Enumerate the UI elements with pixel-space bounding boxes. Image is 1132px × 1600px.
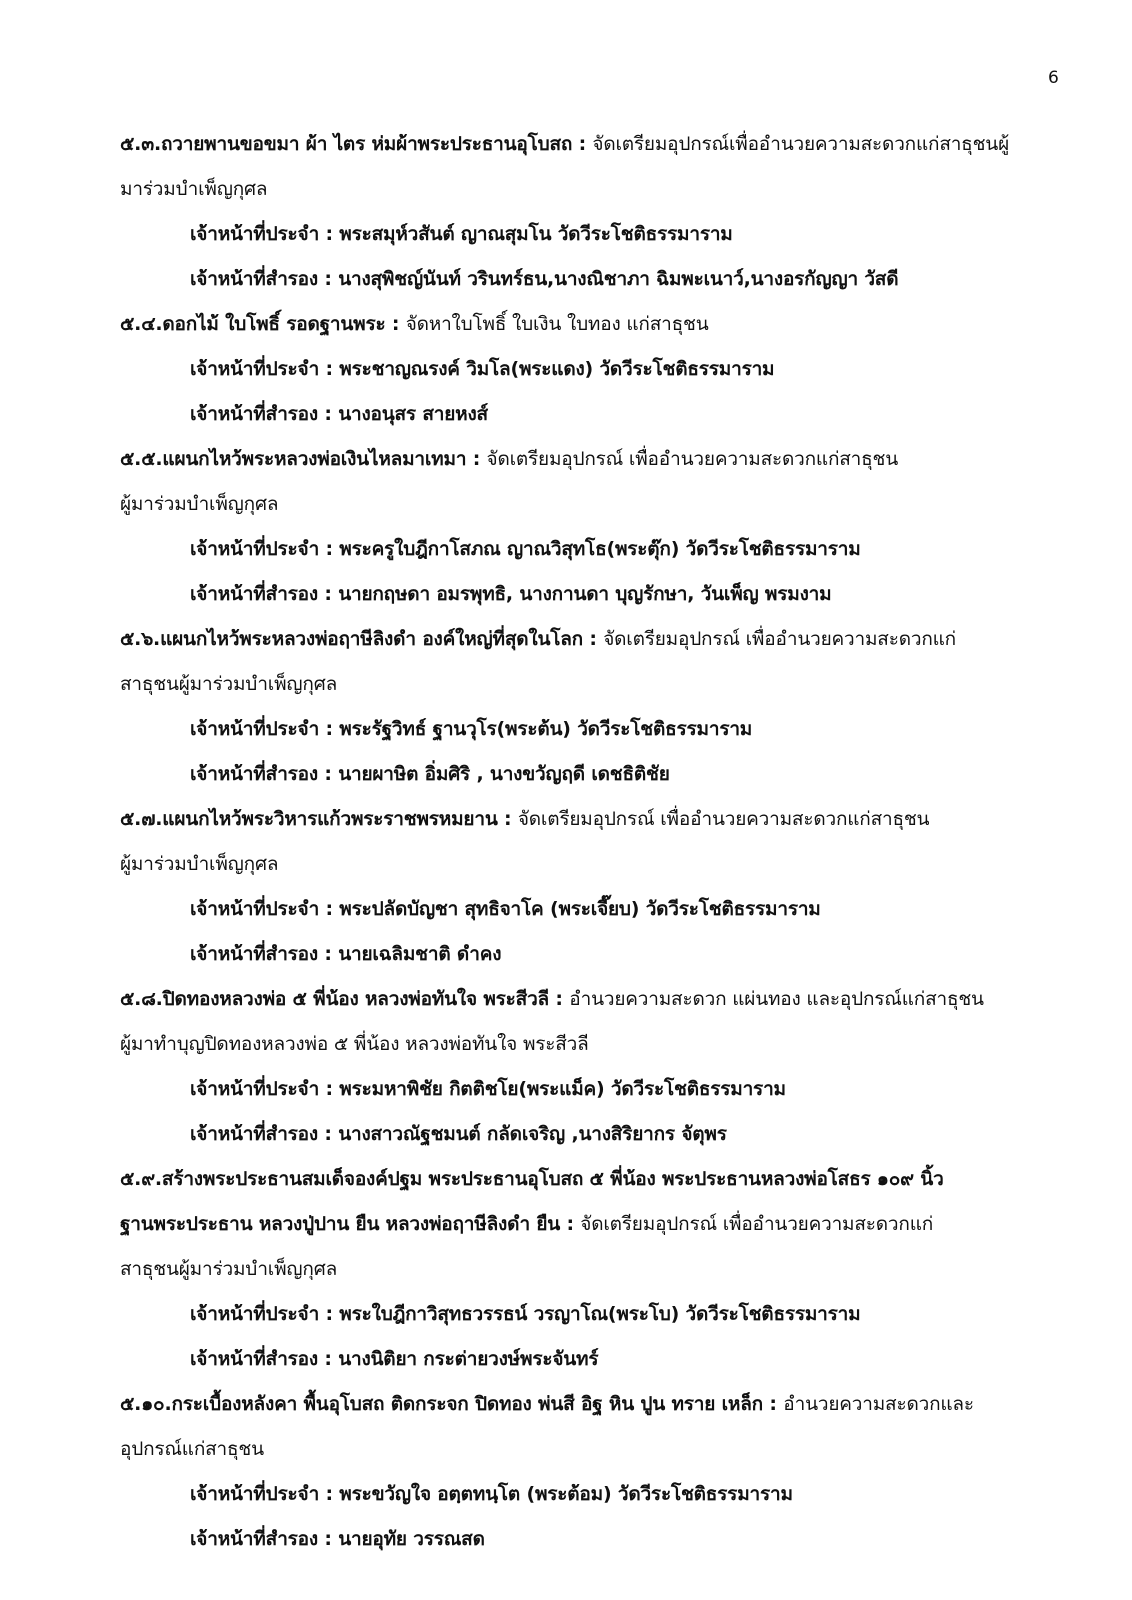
section-5-5-staff-reserve: เจ้าหน้าที่สำรอง : นายกฤษดา อมรพุทธิ, นางกานดา บุญรักษา, วันเพ็ญ พรมงาม [190,583,832,605]
section-5-7-staff-primary: เจ้าหน้าที่ประจำ : พระปลัดบัญชา สุทธิจาโค (พระเจี๊ยบ) วัดวีระโชติธรรมาราม [190,898,821,920]
section-5-6-staff-reserve: เจ้าหน้าที่สำรอง : นายผาษิต อิ่มศิริ , นางขวัญฤดี เดชธิติชัย [190,763,670,785]
section-description: อำนวยความสะดวก แผ่นทอง และอุปกรณ์แก่สาธุชน [569,988,984,1010]
section-description: จัดเตรียมอุปกรณ์เพื่ออำนวยความสะดวกแก่สาธุชนผู้ [592,133,1009,155]
section-title: ๕.๖.แผนกไหว้พระหลวงพ่อฤาษีลิงดำ องค์ใหญ่ที่สุดในโลก : [120,628,604,650]
section-5-8-heading [120,977,1065,1022]
section-5-9-heading [120,1157,1065,1202]
section-5-4-staff-reserve: เจ้าหน้าที่สำรอง : นางอนุสร สายหงส์ [190,403,488,425]
section-5-10-heading [120,1382,1065,1427]
section-title: ๕.๕.แผนกไหว้พระหลวงพ่อเงินไหลมาเทมา : [120,448,487,470]
section-5-10-description-continued: อุปกรณ์แก่สาธุชน [120,1438,264,1460]
section-5-4-heading [120,302,1065,347]
section-description: จัดเตรียมอุปกรณ์ เพื่ออำนวยความสะดวกแก่ [603,628,956,650]
section-title: ๕.๓.ถวายพานขอขมา ผ้า ไตร ห่มผ้าพระประธานอุโบสถ : [120,133,593,155]
section-description: จัดเตรียมอุปกรณ์ เพื่ออำนวยความสะดวกแก่ [580,1213,934,1235]
section-5-10-staff-primary: เจ้าหน้าที่ประจำ : พระขวัญใจ อตฺตทนฺโต (พระต้อม) วัดวีระโชติธรรมาราม [190,1483,793,1505]
section-5-9-staff-reserve: เจ้าหน้าที่สำรอง : นางนิติยา กระต่ายวงษ์พระจันทร์ [190,1348,599,1370]
section-5-9-heading-continued [120,1202,1065,1247]
section-5-7-heading [120,797,1065,842]
document-body [120,122,1065,1562]
section-5-3-staff-reserve: เจ้าหน้าที่สำรอง : นางสุพิชญ์นันท์ วรินทร์ธน,นางณิชาภา ฉิมพะเนาว์,นางอรกัญญา วัสดี [190,268,899,290]
section-description: จัดหาใบโพธิ์ ใบเงิน ใบทอง แก่สาธุชน [405,313,709,335]
section-5-3-heading [120,122,1065,167]
section-5-6-description-continued: สาธุชนผู้มาร่วมบำเพ็ญกุศล [120,673,338,695]
section-title: ๕.๙.สร้างพระประธานสมเด็จองค์ปฐม พระประธานอุโบสถ ๕ พี่น้อง พระประธานหลวงพ่อโสธร ๑๐๙ นิ้ว [120,1168,944,1190]
section-5-10-staff-reserve: เจ้าหน้าที่สำรอง : นายอุทัย วรรณสด [190,1528,485,1550]
section-title: ฐานพระประธาน หลวงปู่ปาน ยืน หลวงพ่อฤาษีลิงดำ ยืน : [120,1213,581,1235]
section-5-9-staff-primary: เจ้าหน้าที่ประจำ : พระใบฎีกาวิสุทธวรรธน์ วรญาโณ(พระโบ) วัดวีระโชติธรรมาราม [190,1303,861,1325]
section-description: จัดเตรียมอุปกรณ์ เพื่ออำนวยความสะดวกแก่สาธุชน [486,448,899,470]
section-5-5-staff-primary: เจ้าหน้าที่ประจำ : พระครูใบฎีกาโสภณ ญาณวิสุทโธ(พระตุ๊ก) วัดวีระโชติธรรมาราม [190,538,861,560]
section-5-3-description-continued: มาร่วมบำเพ็ญกุศล [120,178,268,200]
page-number: 6 [1048,68,1059,88]
section-5-9-description-continued: สาธุชนผู้มาร่วมบำเพ็ญกุศล [120,1258,338,1280]
section-title: ๕.๗.แผนกไหว้พระวิหารแก้วพระราชพรหมยาน : [120,808,518,830]
section-5-8-staff-reserve: เจ้าหน้าที่สำรอง : นางสาวณัฐชมนต์ กลัดเจริญ ,นางสิริยากร จัตุพร [190,1123,727,1145]
section-5-6-heading [120,617,1065,662]
section-5-8-description-continued: ผู้มาทำบุญปิดทองหลวงพ่อ ๕ พี่น้อง หลวงพ่อทันใจ พระสีวลี [120,1033,589,1055]
section-5-3-staff-primary: เจ้าหน้าที่ประจำ : พระสมุห์วสันต์ ญาณสุมโน วัดวีระโชติธรรมาราม [190,223,733,245]
section-title: ๕.๑๐.กระเบื้องหลังคา พื้นอุโบสถ ติดกระจก ปิดทอง พ่นสี อิฐ หิน ปูน ทราย เหล็ก : [120,1393,784,1415]
section-description: อำนวยความสะดวกและ [783,1393,974,1415]
section-5-8-staff-primary: เจ้าหน้าที่ประจำ : พระมหาพิชัย กิตติชโย(พระแม็ค) วัดวีระโชติธรรมาราม [190,1078,786,1100]
section-5-4-staff-primary: เจ้าหน้าที่ประจำ : พระชาญณรงค์ วิมโล(พระแดง) วัดวีระโชติธรรมาราม [190,358,775,380]
section-5-5-heading [120,437,1065,482]
section-5-6-staff-primary: เจ้าหน้าที่ประจำ : พระรัฐวิทธ์ ฐานวุโร(พระต้น) วัดวีระโชติธรรมาราม [190,718,753,740]
section-description: จัดเตรียมอุปกรณ์ เพื่ออำนวยความสะดวกแก่สาธุชน [517,808,930,830]
section-5-7-staff-reserve: เจ้าหน้าที่สำรอง : นายเฉลิมชาติ ดำคง [190,943,502,965]
section-title: ๕.๘.ปิดทองหลวงพ่อ ๕ พี่น้อง หลวงพ่อทันใจ พระสีวลี : [120,988,570,1010]
section-5-7-description-continued: ผู้มาร่วมบำเพ็ญกุศล [120,853,279,875]
section-5-5-description-continued: ผู้มาร่วมบำเพ็ญกุศล [120,493,279,515]
section-title: ๕.๔.ดอกไม้ ใบโพธิ์ รอดฐานพระ : [120,313,406,335]
